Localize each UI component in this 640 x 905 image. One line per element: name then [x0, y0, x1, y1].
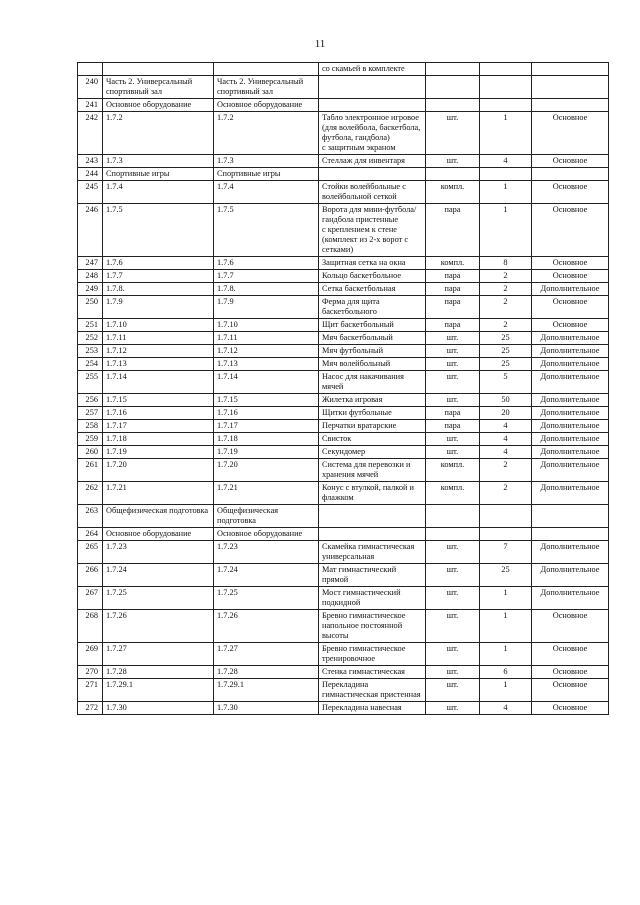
equipment-category	[532, 63, 609, 76]
row-number: 241	[78, 99, 103, 112]
quantity: 1	[480, 587, 532, 610]
table-row	[78, 155, 609, 168]
equipment-name	[319, 76, 426, 99]
unit-of-measure: шт.	[426, 155, 480, 168]
equipment-category: Дополнительное	[532, 564, 609, 587]
item-code: 1.7.16	[214, 407, 319, 420]
unit-of-measure: пара	[426, 420, 480, 433]
section-code: 1.7.8.	[103, 283, 214, 296]
section-code: 1.7.14	[103, 371, 214, 394]
unit-of-measure: шт.	[426, 702, 480, 715]
equipment-category: Основное	[532, 257, 609, 270]
section-code: 1.7.27	[103, 643, 214, 666]
section-code: 1.7.28	[103, 666, 214, 679]
section-code: Часть 2. Универсальный спортивный зал	[103, 76, 214, 99]
quantity: 4	[480, 702, 532, 715]
row-number: 252	[78, 332, 103, 345]
equipment-name	[319, 528, 426, 541]
row-number: 255	[78, 371, 103, 394]
section-code: Спортивные игры	[103, 168, 214, 181]
equipment-name: со скамьей в комплекте	[319, 63, 426, 76]
item-code: 1.7.13	[214, 358, 319, 371]
section-code: 1.7.16	[103, 407, 214, 420]
quantity: 2	[480, 270, 532, 283]
equipment-name: Стеллаж для инвентаря	[319, 155, 426, 168]
quantity: 5	[480, 371, 532, 394]
quantity: 4	[480, 446, 532, 459]
table-row	[78, 420, 609, 433]
row-number: 254	[78, 358, 103, 371]
quantity: 25	[480, 345, 532, 358]
section-code: Общефизическая подготовка	[103, 505, 214, 528]
equipment-category: Дополнительное	[532, 420, 609, 433]
table-row	[78, 482, 609, 505]
section-code: 1.7.24	[103, 564, 214, 587]
item-code: 1.7.24	[214, 564, 319, 587]
unit-of-measure: шт.	[426, 446, 480, 459]
table-row	[78, 257, 609, 270]
equipment-category	[532, 528, 609, 541]
item-code: 1.7.9	[214, 296, 319, 319]
equipment-name: Насос для накачивания мячей	[319, 371, 426, 394]
equipment-name: Ворота для мини-футбола/гандбола пристенные с креплением к стене (комплект из 2-х ворот с сетками)	[319, 204, 426, 257]
item-code: Основное оборудование	[214, 528, 319, 541]
section-code: 1.7.25	[103, 587, 214, 610]
unit-of-measure: шт.	[426, 610, 480, 643]
row-number: 248	[78, 270, 103, 283]
equipment-category: Основное	[532, 666, 609, 679]
equipment-category: Дополнительное	[532, 283, 609, 296]
table-row	[78, 394, 609, 407]
quantity: 7	[480, 541, 532, 564]
unit-of-measure: шт.	[426, 643, 480, 666]
table-row	[78, 283, 609, 296]
equipment-category: Дополнительное	[532, 332, 609, 345]
quantity: 1	[480, 610, 532, 643]
quantity: 8	[480, 257, 532, 270]
section-code: Основное оборудование	[103, 528, 214, 541]
row-number: 245	[78, 181, 103, 204]
row-number: 264	[78, 528, 103, 541]
section-code: 1.7.29.1	[103, 679, 214, 702]
table-row	[78, 702, 609, 715]
table-row	[78, 643, 609, 666]
equipment-name: Щит баскетбольный	[319, 319, 426, 332]
row-number: 259	[78, 433, 103, 446]
table-row	[78, 181, 609, 204]
section-code: 1.7.7	[103, 270, 214, 283]
section-code: Основное оборудование	[103, 99, 214, 112]
quantity	[480, 99, 532, 112]
quantity: 2	[480, 296, 532, 319]
unit-of-measure	[426, 168, 480, 181]
quantity: 4	[480, 420, 532, 433]
table-row	[78, 459, 609, 482]
unit-of-measure: шт.	[426, 587, 480, 610]
quantity: 1	[480, 204, 532, 257]
table-row	[78, 446, 609, 459]
equipment-name: Перекладина гимнастическая пристенная	[319, 679, 426, 702]
equipment-category: Дополнительное	[532, 459, 609, 482]
section-code: 1.7.13	[103, 358, 214, 371]
row-number: 263	[78, 505, 103, 528]
row-number: 253	[78, 345, 103, 358]
equipment-category: Дополнительное	[532, 433, 609, 446]
equipment-table	[77, 62, 609, 715]
item-code: 1.7.17	[214, 420, 319, 433]
section-code: 1.7.2	[103, 112, 214, 155]
item-code: 1.7.10	[214, 319, 319, 332]
table-row	[78, 433, 609, 446]
section-code: 1.7.6	[103, 257, 214, 270]
section-code: 1.7.21	[103, 482, 214, 505]
equipment-name: Табло электронное игровое (для волейбола, баскетбола, футбола, гандбола) с защитным экраном	[319, 112, 426, 155]
quantity: 1	[480, 112, 532, 155]
equipment-name: Сетка баскетбольная	[319, 283, 426, 296]
item-code: 1.7.12	[214, 345, 319, 358]
equipment-name	[319, 168, 426, 181]
item-code: 1.7.2	[214, 112, 319, 155]
equipment-category: Основное	[532, 155, 609, 168]
equipment-name: Щитки футбольные	[319, 407, 426, 420]
table-row	[78, 345, 609, 358]
item-code	[214, 63, 319, 76]
equipment-name: Бревно гимнастическое напольное постоянной высоты	[319, 610, 426, 643]
row-number: 242	[78, 112, 103, 155]
unit-of-measure: компл.	[426, 459, 480, 482]
quantity: 1	[480, 181, 532, 204]
unit-of-measure: шт.	[426, 371, 480, 394]
row-number: 249	[78, 283, 103, 296]
section-code: 1.7.4	[103, 181, 214, 204]
table-row	[78, 541, 609, 564]
item-code: 1.7.28	[214, 666, 319, 679]
equipment-name: Ферма для щита баскетбольного	[319, 296, 426, 319]
table-row	[78, 564, 609, 587]
unit-of-measure: пара	[426, 283, 480, 296]
item-code: 1.7.27	[214, 643, 319, 666]
quantity: 2	[480, 459, 532, 482]
item-code: Основное оборудование	[214, 99, 319, 112]
equipment-category: Основное	[532, 702, 609, 715]
item-code: 1.7.18	[214, 433, 319, 446]
item-code: 1.7.23	[214, 541, 319, 564]
unit-of-measure: шт.	[426, 679, 480, 702]
row-number: 251	[78, 319, 103, 332]
equipment-category: Основное	[532, 296, 609, 319]
unit-of-measure: шт.	[426, 345, 480, 358]
equipment-category: Дополнительное	[532, 371, 609, 394]
equipment-category: Дополнительное	[532, 541, 609, 564]
quantity: 25	[480, 564, 532, 587]
unit-of-measure	[426, 505, 480, 528]
section-code: 1.7.17	[103, 420, 214, 433]
item-code: 1.7.20	[214, 459, 319, 482]
item-code: 1.7.19	[214, 446, 319, 459]
section-code: 1.7.18	[103, 433, 214, 446]
section-code: 1.7.12	[103, 345, 214, 358]
equipment-name: Стойки волейбольные с волейбольной сеткой	[319, 181, 426, 204]
unit-of-measure: шт.	[426, 564, 480, 587]
quantity	[480, 63, 532, 76]
unit-of-measure: шт.	[426, 332, 480, 345]
row-number	[78, 63, 103, 76]
equipment-category	[532, 76, 609, 99]
quantity: 50	[480, 394, 532, 407]
equipment-category: Дополнительное	[532, 446, 609, 459]
row-number: 269	[78, 643, 103, 666]
item-code: 1.7.25	[214, 587, 319, 610]
equipment-category: Дополнительное	[532, 407, 609, 420]
item-code: 1.7.26	[214, 610, 319, 643]
equipment-name: Защитная сетка на окна	[319, 257, 426, 270]
item-code: 1.7.3	[214, 155, 319, 168]
quantity	[480, 528, 532, 541]
row-number: 266	[78, 564, 103, 587]
unit-of-measure: пара	[426, 296, 480, 319]
table-row	[78, 332, 609, 345]
row-number: 257	[78, 407, 103, 420]
equipment-name: Перекладина навесная	[319, 702, 426, 715]
equipment-name: Конус с втулкой, палкой и флажком	[319, 482, 426, 505]
unit-of-measure	[426, 63, 480, 76]
unit-of-measure: компл.	[426, 181, 480, 204]
equipment-name: Мяч волейбольный	[319, 358, 426, 371]
equipment-name	[319, 505, 426, 528]
item-code: 1.7.11	[214, 332, 319, 345]
equipment-name: Жилетка игровая	[319, 394, 426, 407]
equipment-name: Мат гимнастический прямой	[319, 564, 426, 587]
item-code: 1.7.5	[214, 204, 319, 257]
table-row	[78, 63, 609, 76]
table-row	[78, 528, 609, 541]
item-code: 1.7.30	[214, 702, 319, 715]
row-number: 256	[78, 394, 103, 407]
unit-of-measure: компл.	[426, 257, 480, 270]
section-code: 1.7.10	[103, 319, 214, 332]
quantity: 4	[480, 155, 532, 168]
unit-of-measure: пара	[426, 270, 480, 283]
equipment-category	[532, 99, 609, 112]
quantity: 20	[480, 407, 532, 420]
equipment-category: Дополнительное	[532, 358, 609, 371]
row-number: 240	[78, 76, 103, 99]
unit-of-measure: шт.	[426, 666, 480, 679]
unit-of-measure: шт.	[426, 112, 480, 155]
equipment-category	[532, 168, 609, 181]
equipment-name: Мост гимнастический подкидной	[319, 587, 426, 610]
row-number: 258	[78, 420, 103, 433]
row-number: 262	[78, 482, 103, 505]
section-code	[103, 63, 214, 76]
table-row	[78, 204, 609, 257]
section-code: 1.7.9	[103, 296, 214, 319]
equipment-category: Дополнительное	[532, 482, 609, 505]
row-number: 244	[78, 168, 103, 181]
row-number: 260	[78, 446, 103, 459]
equipment-category: Основное	[532, 204, 609, 257]
equipment-name: Свисток	[319, 433, 426, 446]
quantity: 1	[480, 643, 532, 666]
equipment-category: Основное	[532, 270, 609, 283]
table-row	[78, 168, 609, 181]
unit-of-measure	[426, 76, 480, 99]
row-number: 268	[78, 610, 103, 643]
equipment-category: Основное	[532, 112, 609, 155]
row-number: 247	[78, 257, 103, 270]
table-row	[78, 505, 609, 528]
item-code: Общефизическая подготовка	[214, 505, 319, 528]
equipment-category: Основное	[532, 319, 609, 332]
section-code: 1.7.30	[103, 702, 214, 715]
equipment-category: Дополнительное	[532, 587, 609, 610]
table-row	[78, 407, 609, 420]
quantity	[480, 76, 532, 99]
equipment-name: Бревно гимнастическое тренировочное	[319, 643, 426, 666]
equipment-name: Система для перевозки и хранения мячей	[319, 459, 426, 482]
table-body	[78, 63, 609, 715]
section-code: 1.7.3	[103, 155, 214, 168]
section-code: 1.7.5	[103, 204, 214, 257]
quantity: 2	[480, 319, 532, 332]
item-code: 1.7.14	[214, 371, 319, 394]
equipment-category: Основное	[532, 181, 609, 204]
item-code: 1.7.6	[214, 257, 319, 270]
equipment-category: Основное	[532, 643, 609, 666]
page-number: 11	[314, 38, 326, 50]
quantity	[480, 505, 532, 528]
unit-of-measure: пара	[426, 319, 480, 332]
row-number: 272	[78, 702, 103, 715]
section-code: 1.7.15	[103, 394, 214, 407]
equipment-category: Дополнительное	[532, 394, 609, 407]
quantity: 25	[480, 332, 532, 345]
table-row	[78, 666, 609, 679]
row-number: 271	[78, 679, 103, 702]
item-code: 1.7.8.	[214, 283, 319, 296]
item-code: Спортивные игры	[214, 168, 319, 181]
section-code: 1.7.19	[103, 446, 214, 459]
item-code: 1.7.29.1	[214, 679, 319, 702]
row-number: 270	[78, 666, 103, 679]
quantity	[480, 168, 532, 181]
unit-of-measure: шт.	[426, 394, 480, 407]
section-code: 1.7.23	[103, 541, 214, 564]
unit-of-measure: шт.	[426, 358, 480, 371]
table-row	[78, 296, 609, 319]
table-row	[78, 610, 609, 643]
table-row	[78, 319, 609, 332]
quantity: 2	[480, 482, 532, 505]
equipment-name: Кольцо баскетбольное	[319, 270, 426, 283]
unit-of-measure	[426, 528, 480, 541]
unit-of-measure	[426, 99, 480, 112]
equipment-category: Дополнительное	[532, 345, 609, 358]
equipment-name: Мяч баскетбольный	[319, 332, 426, 345]
table-row	[78, 587, 609, 610]
item-code: 1.7.21	[214, 482, 319, 505]
row-number: 265	[78, 541, 103, 564]
unit-of-measure: шт.	[426, 433, 480, 446]
table-row	[78, 679, 609, 702]
item-code: 1.7.7	[214, 270, 319, 283]
table-row	[78, 270, 609, 283]
equipment-name	[319, 99, 426, 112]
item-code: 1.7.15	[214, 394, 319, 407]
quantity: 25	[480, 358, 532, 371]
row-number: 250	[78, 296, 103, 319]
unit-of-measure: пара	[426, 407, 480, 420]
equipment-name: Мяч футбольный	[319, 345, 426, 358]
table-row	[78, 371, 609, 394]
unit-of-measure: пара	[426, 204, 480, 257]
table-row	[78, 76, 609, 99]
equipment-name: Скамейка гимнастическая универсальная	[319, 541, 426, 564]
equipment-name: Перчатки вратарские	[319, 420, 426, 433]
quantity: 2	[480, 283, 532, 296]
equipment-name: Секундомер	[319, 446, 426, 459]
table-row	[78, 99, 609, 112]
row-number: 246	[78, 204, 103, 257]
quantity: 6	[480, 666, 532, 679]
item-code: 1.7.4	[214, 181, 319, 204]
row-number: 267	[78, 587, 103, 610]
row-number: 243	[78, 155, 103, 168]
row-number: 261	[78, 459, 103, 482]
equipment-category: Основное	[532, 610, 609, 643]
unit-of-measure: шт.	[426, 541, 480, 564]
unit-of-measure: компл.	[426, 482, 480, 505]
equipment-name: Стенка гимнастическая	[319, 666, 426, 679]
section-code: 1.7.20	[103, 459, 214, 482]
equipment-category	[532, 505, 609, 528]
item-code: Часть 2. Универсальный спортивный зал	[214, 76, 319, 99]
table-row	[78, 358, 609, 371]
quantity: 4	[480, 433, 532, 446]
equipment-category: Основное	[532, 679, 609, 702]
table-row	[78, 112, 609, 155]
quantity: 1	[480, 679, 532, 702]
section-code: 1.7.11	[103, 332, 214, 345]
section-code: 1.7.26	[103, 610, 214, 643]
